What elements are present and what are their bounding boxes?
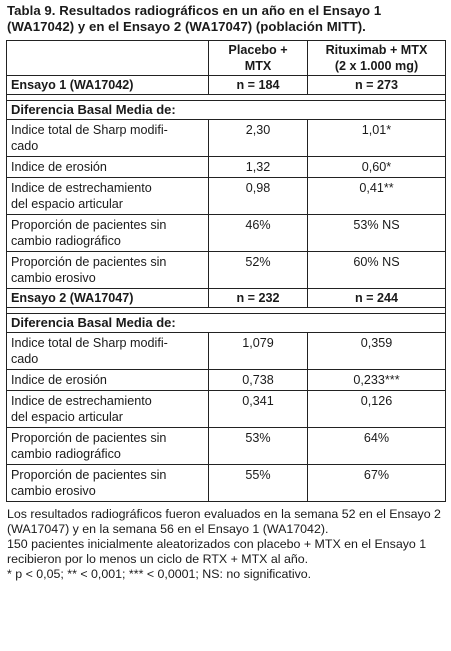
- placebo-value: 1,32: [209, 157, 308, 178]
- placebo-value: 53%: [209, 428, 308, 465]
- row-label-line-1: Indice de erosión: [11, 373, 107, 387]
- study-1-name: Ensayo 1 (WA17042): [7, 76, 209, 95]
- row-label-line-2: del espacio articular: [11, 197, 124, 211]
- table-row: [7, 370, 446, 391]
- row-label: [7, 333, 209, 370]
- table-row: [7, 333, 446, 370]
- table-row: [7, 120, 446, 157]
- placebo-value: 0,738: [209, 370, 308, 391]
- table-row: [7, 391, 446, 428]
- row-label: [7, 391, 209, 428]
- header-rituximab: [308, 41, 446, 76]
- header-row: [7, 41, 446, 76]
- table-notes: [7, 507, 445, 582]
- title-line-1: Tabla 9. Resultados radiográficos en un año en el Ensayo 1: [7, 3, 382, 18]
- study-1-section-row: [7, 101, 446, 120]
- rituximab-value: 53% NS: [308, 215, 446, 252]
- placebo-value: 2,30: [209, 120, 308, 157]
- placebo-value: 1,079: [209, 333, 308, 370]
- row-label: [7, 120, 209, 157]
- rituximab-value: 0,60*: [308, 157, 446, 178]
- table-row: [7, 215, 446, 252]
- rituximab-value: 60% NS: [308, 252, 446, 289]
- rituximab-value: 0,359: [308, 333, 446, 370]
- row-label-line-2: cambio radiográfico: [11, 234, 121, 248]
- header-placebo-line-1: Placebo +: [228, 43, 288, 57]
- row-label: [7, 178, 209, 215]
- row-label: [7, 252, 209, 289]
- header-placebo-line-2: MTX: [244, 59, 272, 73]
- placebo-value: 52%: [209, 252, 308, 289]
- table-row: [7, 252, 446, 289]
- placebo-value: 46%: [209, 215, 308, 252]
- row-label-line-1: Proporción de pacientes sin: [11, 255, 167, 269]
- row-label-line-1: Indice de estrechamiento: [11, 181, 152, 195]
- table-row: [7, 178, 446, 215]
- table-title: [7, 3, 445, 35]
- table-row: [7, 157, 446, 178]
- note-timing: Los resultados radiográficos fueron evaluados en la semana 52 en el Ensayo 2 (WA17047) y en la semana 56 en el Ensayo 1 (WA17042).: [7, 507, 441, 536]
- title-line-2: (WA17042) y en el Ensayo 2 (WA17047) (población MITT).: [7, 19, 366, 34]
- row-label: [7, 157, 209, 178]
- row-label-line-1: Proporción de pacientes sin: [11, 468, 167, 482]
- study-2-section-row: [7, 314, 446, 333]
- results-table: [6, 40, 446, 502]
- row-label-line-1: Indice de estrechamiento: [11, 394, 152, 408]
- placebo-value: 0,341: [209, 391, 308, 428]
- table-row: [7, 465, 446, 502]
- rituximab-value: 0,41**: [308, 178, 446, 215]
- row-label: [7, 428, 209, 465]
- study-2-row: [7, 289, 446, 308]
- study-1-row: [7, 76, 446, 95]
- rituximab-value: 1,01*: [308, 120, 446, 157]
- table-row: [7, 428, 446, 465]
- placebo-value: 55%: [209, 465, 308, 502]
- study-2-data: [7, 333, 446, 502]
- study-1-section-label: Diferencia Basal Media de:: [7, 101, 446, 120]
- rituximab-value: 0,233***: [308, 370, 446, 391]
- study-2-name: Ensayo 2 (WA17047): [7, 289, 209, 308]
- placebo-value: 0,98: [209, 178, 308, 215]
- row-label-line-1: Proporción de pacientes sin: [11, 218, 167, 232]
- note-patients: 150 pacientes inicialmente aleatorizados con placebo + MTX en el Ensayo 1 recibieron por lo menos un ciclo de RTX + MTX al año.: [7, 537, 427, 566]
- header-blank-cell: [7, 41, 209, 76]
- row-label-line-1: Indice total de Sharp modifi-: [11, 123, 168, 137]
- row-label-line-1: Indice de erosión: [11, 160, 107, 174]
- row-label: [7, 370, 209, 391]
- header-rituximab-line-1: Rituximab + MTX: [325, 43, 428, 57]
- row-label: [7, 465, 209, 502]
- row-label-line-2: cado: [11, 139, 39, 153]
- row-label-line-2: cambio erosivo: [11, 271, 96, 285]
- study-1-n-rtx: n = 273: [308, 76, 446, 95]
- header-rituximab-line-2: (2 x 1.000 mg): [334, 59, 419, 73]
- study-1-n-placebo: n = 184: [209, 76, 308, 95]
- study-2-n-rtx: n = 244: [308, 289, 446, 308]
- rituximab-value: 67%: [308, 465, 446, 502]
- rituximab-value: 0,126: [308, 391, 446, 428]
- note-significance: * p < 0,05; ** < 0,001; *** < 0,0001; NS: no significativo.: [7, 567, 312, 581]
- row-label: [7, 215, 209, 252]
- row-label-line-1: Proporción de pacientes sin: [11, 431, 167, 445]
- row-label-line-2: del espacio articular: [11, 410, 124, 424]
- row-label-line-2: cambio radiográfico: [11, 447, 121, 461]
- rituximab-value: 64%: [308, 428, 446, 465]
- study-2-n-placebo: n = 232: [209, 289, 308, 308]
- row-label-line-1: Indice total de Sharp modifi-: [11, 336, 168, 350]
- header-placebo: [209, 41, 308, 76]
- row-label-line-2: cado: [11, 352, 39, 366]
- study-1-data: [7, 120, 446, 289]
- study-2-section-label: Diferencia Basal Media de:: [7, 314, 446, 333]
- row-label-line-2: cambio erosivo: [11, 484, 96, 498]
